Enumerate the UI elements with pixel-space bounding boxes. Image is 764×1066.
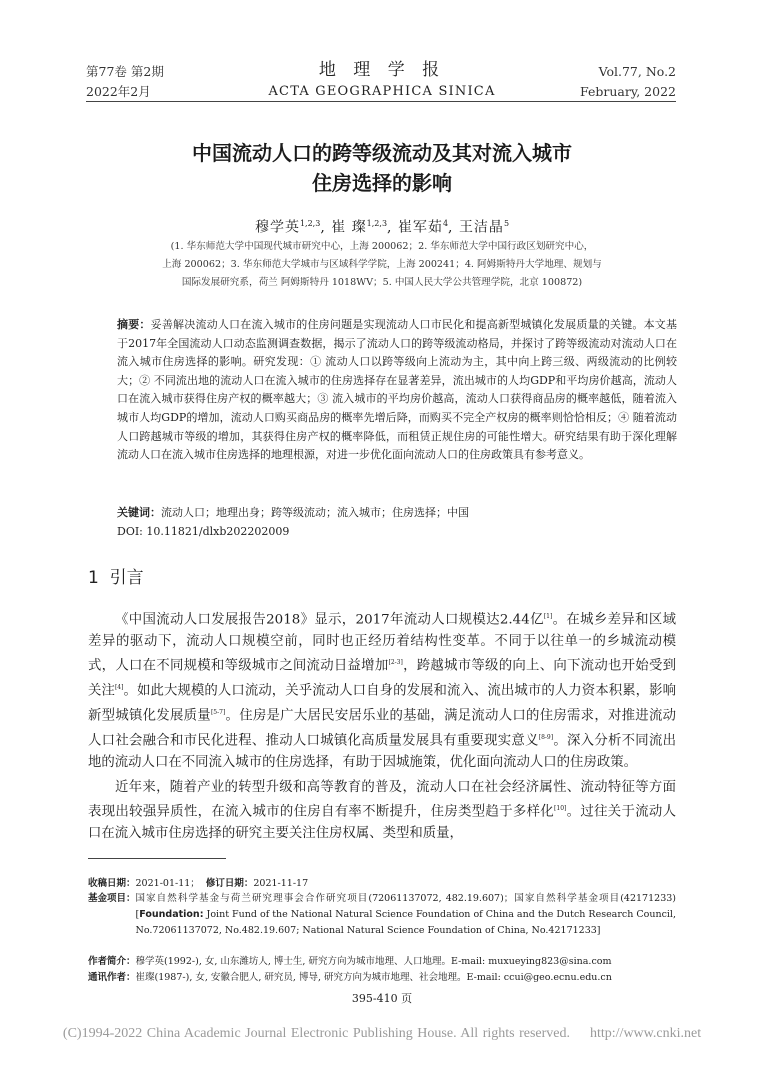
paragraph-text: 。住房是广大居民安居乐业的基础，满足流动人口的住房需求，对推进流动人口社会融合和市民化进程、推动人口城镇化高质量发展具有重要现实意义 <box>88 708 677 749</box>
paragraph-text: 《中国流动人口发展报告2018》显示，2017年流动人口规模达2.44亿 <box>115 612 544 628</box>
affiliation-line: 国际发展研究系，荷兰 阿姆斯特丹 1018WV；5. 中国人民大学公共管理学院，北京 100872) <box>181 277 583 288</box>
author-info: 穆学英(1992-), 女, 山东潍坊人, 博士生, 研究方向为城市地理、人口地理。E-mail: muxueying823@sina.com <box>135 956 612 967</box>
date-en: February, 2022 <box>579 84 676 99</box>
footnote-author <box>88 954 676 970</box>
footnote-dates <box>88 876 676 892</box>
paragraph-text: 。深入分析不同流出地的流动人口在不同流入城市的住房选择，有助于因城施策，优化面向流动人口的住房政策。 <box>88 733 677 770</box>
section-number: 1 <box>88 568 99 588</box>
fund-en-label: Foundation: <box>139 909 204 920</box>
author-name: 崔 璨 <box>331 219 367 236</box>
keywords-label: 关键词： <box>117 506 161 519</box>
section-heading <box>88 566 144 590</box>
citation-ref: [8-9] <box>538 733 554 741</box>
paragraph-text: 。如此大规模的人口流动，关乎流动人口自身的发展和流入、流出城市的人力资本积累，影响新型城镇化发展质量 <box>88 683 677 724</box>
body-paragraph-1 <box>88 606 676 773</box>
abstract-text: 妥善解决流动人口在流入城市的住房问题是实现流动人口市民化和提高新型城镇化发展质量的关键。本文基于2017年全国流动人口动态监测调查数据，揭示了流动人口的跨等级流动格局，并探讨了跨等级流动对流动人口在流入城市住房选择的影响。研究发现：① 流动人口以跨等级向上流动为主，其中向上跨三级、两级流动的比例较大；② 不同流出地的流动人口在流入城市的住房选择存在显著差异，流出城市的人均GDP和平均房价越高，流动人口在流入城市获得住房产权的概率越大；③ 流入城市的平均房价越高，流动人口获得商品房的概率越低，随着流入城市人均GDP的增加，流动人口购买商品房的概率先增后降，而购买不完全产权房的概率则恰恰相反；④ 随着流动人口跨越城市等级的增加，其获得住房产权的概率降低，而租赁正规住房的可能性增大。研究结果有助于深化理解流动人口在流入城市住房选择的地理根源，对进一步优化面向流动人口的住房政策具有参考意义。 <box>117 318 678 462</box>
author-affiliation-mark: 1,2,3 <box>366 219 388 228</box>
citation-ref: [5-7] <box>210 709 226 717</box>
header-rule <box>86 101 676 102</box>
paper-title-line2: 住房选择的影响 <box>312 171 452 195</box>
paragraph-text: 。在城乡差异和区域差异的驱动下，流动人口规模空前，同时也正经历着结构性变革。不同于以往单一的乡城流动模式，人口在不同规模和等级城市之间流动日益增加 <box>88 612 676 674</box>
citation-ref: [2-3] <box>388 659 403 667</box>
copyright-line <box>0 1026 764 1042</box>
citation-ref: [1] <box>543 613 553 620</box>
paragraph <box>88 606 676 773</box>
author-name: 穆学英 <box>254 219 300 236</box>
abstract-label: 摘要： <box>117 318 151 331</box>
fund-label: 基金项目： <box>88 893 136 904</box>
paper-title-line1: 中国流动人口的跨等级流动及其对流入城市 <box>192 141 572 165</box>
paragraph <box>88 777 676 845</box>
paper-title <box>0 138 764 198</box>
fund-en: Joint Fund of the National Natural Science Foundation of China and the Dutch Research Council, No.72061137072, No.482.19.607; National Natural Science Foundation of China, No.42171233] <box>135 909 676 936</box>
received-label: 收稿日期： <box>88 878 136 889</box>
paragraph-text: 。过往关于流动人口在流入城市住房选择的研究主要关注住房权属、类型和质量， <box>88 804 677 842</box>
body-paragraph-2 <box>88 777 676 845</box>
cnki-url: http://www.cnki.net <box>590 1026 702 1041</box>
paragraph-text: 近年来，随着产业的转型升级和高等教育的普及，流动人口在社会经济属性、流动特征等方面表现出较强异质性，在流入城市的住房自有率不断提升，住房类型趋于多样化 <box>88 780 676 820</box>
author-affiliation-mark: 5 <box>503 219 510 228</box>
revised-date: 2021-11-17 <box>253 878 309 889</box>
footnote-rule <box>88 858 226 859</box>
author-affiliation-mark: 1,2,3 <box>299 219 321 228</box>
journal-name-cn: 地 理 学 报 <box>318 60 446 80</box>
fund-cn: 国家自然科学基金与荷兰研究理事会合作研究项目(72061137072, 482.19.607)；国家自然科学基金项目(42171233) [ <box>135 893 676 920</box>
footnote-fund <box>88 891 676 939</box>
copyright-text: (C)1994-2022 China Academic Journal Electronic Publishing House. All rights reserved. <box>62 1026 570 1041</box>
volume-issue-en: Vol.77, No.2 <box>598 64 676 79</box>
received-date: 2021-01-11； <box>135 878 200 889</box>
date-cn: 2022年2月 <box>86 84 151 99</box>
citation-ref: [4] <box>114 684 124 692</box>
paragraph-text: ，跨越城市等级的向上、向下流动也开始受到关注 <box>88 658 677 699</box>
author-name: 崔军茹 <box>397 219 443 236</box>
journal-name-en: ACTA GEOGRAPHICA SINICA <box>268 84 496 99</box>
abstract <box>117 316 677 465</box>
corresponding-info: 崔璨(1987-), 女, 安徽合肥人, 研究员, 博导, 研究方向为城市地理、社会地理。E-mail: ccui@geo.ecnu.edu.cn <box>135 972 612 983</box>
volume-issue-cn: 第77卷 第2期 <box>86 64 164 79</box>
author-affiliation-mark: 4 <box>442 219 449 228</box>
author-name: 王洁晶 <box>458 219 504 236</box>
author-list: 穆学英$^{1,2,3}$, 崔 璨$^{1,2,3}$, 崔军茹$^4$, 王洁晶$^5$ <box>254 219 510 236</box>
author-info-label: 作者简介： <box>88 956 136 967</box>
page-range: 395-410 页 <box>351 992 413 1005</box>
affiliation-line: 上海 200062；3. 华东师范大学城市与区域科学学院，上海 200241；4. 阿姆斯特丹大学地理、规划与 <box>162 259 602 270</box>
affiliations <box>130 238 634 292</box>
citation-ref: [10] <box>554 805 567 813</box>
revised-label: 修订日期： <box>205 878 254 889</box>
section-title: 引言 <box>109 568 144 588</box>
corresponding-label: 通讯作者： <box>88 972 136 983</box>
keywords <box>117 504 677 523</box>
affiliation-line: (1. 华东师范大学中国现代城市研究中心，上海 200062；2. 华东师范大学中国行政区划研究中心， <box>170 241 594 252</box>
doi: DOI: 10.11821/dlxb202202009 <box>117 525 290 538</box>
keywords-text: 流动人口；地理出身；跨等级流动；流入城市；住房选择；中国 <box>161 506 469 519</box>
footnote-corresponding <box>88 970 676 986</box>
running-header-right <box>580 62 676 102</box>
